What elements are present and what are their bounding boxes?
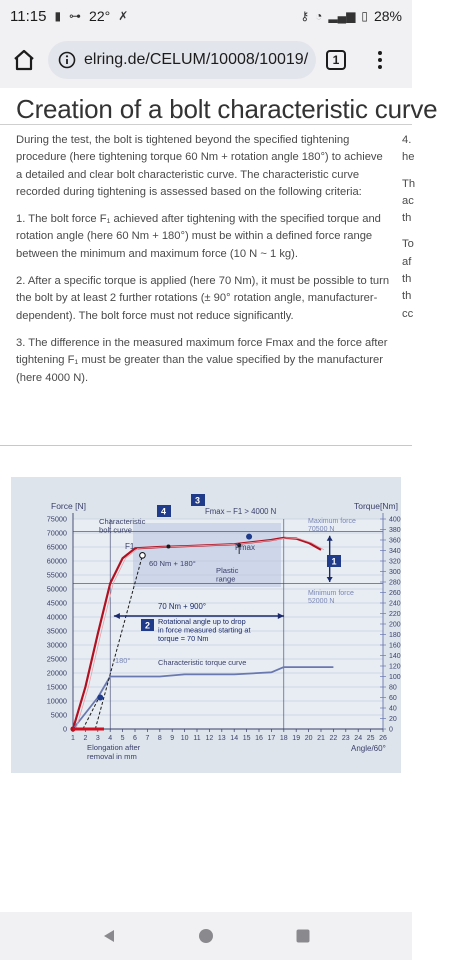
y-left-tick-label: 60000 <box>46 556 67 566</box>
side-line: th <box>402 212 412 225</box>
y-right-tick-label: 400 <box>389 516 401 524</box>
x-tick-label: 13 <box>217 735 226 742</box>
y-right-tick-label: 280 <box>389 579 401 587</box>
y-right-tick-label: 140 <box>389 653 401 660</box>
y-left-tick-label: 0 <box>62 724 67 734</box>
label-line: Maximum force <box>308 518 356 525</box>
criterion-2: 2. After a specific torque is applied (here 70 Nm), it must be possible to turn the bolt by at least 2 further rotations (± 90° rotation angle, manufacturer-dependent). The bolt force must not reduce significantly. <box>16 275 390 322</box>
y-right-tick-label: 100 <box>389 674 401 681</box>
side-line: To <box>402 238 414 251</box>
y-right-tick-label: 380 <box>389 527 401 534</box>
side-line: he <box>402 151 415 164</box>
plastic-range-box <box>133 523 281 587</box>
page-content <box>0 88 438 912</box>
x-tick-label: 19 <box>292 735 301 742</box>
label-line: removal in mm <box>87 752 137 761</box>
seventy-nm-label: 70 Nm + 900° <box>158 602 206 611</box>
criterion-1: 1. The bolt force F₁ achieved after tightening with the specified torque and rotation angle (here 60 Nm + 180°) must be within a defined force range between the minimum and maximum force (10 N ~ 1 kg). <box>16 213 381 260</box>
y-left-tick-label: 30000 <box>46 640 67 650</box>
y-left-tick-label: 35000 <box>46 626 67 636</box>
y-left-tick-label: 55000 <box>46 570 67 580</box>
y-left-tick-label: 5000 <box>50 710 67 720</box>
left-axis-label: Force [N] <box>51 501 86 511</box>
y-left-tick-label: 10000 <box>46 696 67 706</box>
x-tick-label: 6 <box>133 735 137 742</box>
x-tick-label: 24 <box>354 735 363 742</box>
y-right-tick-label: 200 <box>389 621 401 629</box>
home-nav-icon[interactable] <box>198 928 214 944</box>
side-line: Th <box>402 177 416 190</box>
x-axis-label: Angle/60° <box>351 744 386 753</box>
home-icon <box>12 48 36 72</box>
y-left-tick-label: 20000 <box>46 668 67 678</box>
point-60nm <box>166 544 170 548</box>
label-line: torque = 70 Nm <box>158 634 209 643</box>
x-tick-label: 5 <box>120 735 125 742</box>
x-tick-label: 25 <box>366 735 375 742</box>
x-tick-label: 23 <box>341 735 350 742</box>
label-line: Rotational angle up to drop <box>158 617 246 626</box>
browser-toolbar <box>0 32 412 88</box>
label-line: 52000 N <box>308 598 335 605</box>
label-line: bolt curve <box>99 525 132 535</box>
right-axis-label: Torque[Nm] <box>354 501 398 511</box>
y-right-tick-label: 260 <box>389 590 401 597</box>
x-tick-label: 14 <box>230 735 239 742</box>
intro-paragraph: During the test, the bolt is tightened beyond the specified tightening procedure (here tightening torque 60 Nm + rotation angle 180°) to achieve a detailed and clear bolt characteristic curve. The characteristic curve recorded during tightening is assessed based on the following criteria: <box>16 134 383 198</box>
back-icon[interactable] <box>101 928 117 944</box>
badge-4-text: 4 <box>161 506 167 517</box>
side-line: th <box>402 290 412 303</box>
y-left-tick-label: 75000 <box>46 514 67 524</box>
torque-curve-label: Characteristic torque curve <box>158 658 247 667</box>
address-bar[interactable] <box>48 41 316 79</box>
x-tick-label: 22 <box>329 735 338 742</box>
sixty-nm-label: 60 Nm + 180° <box>149 559 196 568</box>
side-line: th <box>402 273 412 286</box>
x-tick-label: 17 <box>267 735 276 742</box>
signal-icon: ▂▄▆ <box>328 9 356 23</box>
x-tick-label: 8 <box>157 735 162 742</box>
fmax-condition-label: Fmax – F1 > 4000 N <box>205 507 277 516</box>
f1-point <box>140 553 146 559</box>
x-tick-label: 11 <box>193 735 201 742</box>
x-tick-label: 3 <box>95 735 100 742</box>
y-right-tick-label: 300 <box>389 569 401 576</box>
fmax-label: Fmax <box>235 543 255 552</box>
y-right-tick-label: 60 <box>389 695 397 702</box>
badge-2-text: 2 <box>145 620 151 631</box>
x-tick-label: 18 <box>279 735 288 742</box>
y-right-tick-label: 40 <box>389 705 397 713</box>
title-rule <box>0 124 412 125</box>
side-line: af <box>402 255 412 268</box>
bolt-characteristic-figure <box>11 477 401 773</box>
y-right-tick-label: 160 <box>389 642 401 650</box>
status-temp: 22° <box>89 8 111 24</box>
label-line: Minimum force <box>308 590 354 597</box>
section-divider <box>0 445 412 446</box>
system-nav-bar <box>0 912 412 960</box>
tab-switcher-button[interactable]: 1 <box>326 50 346 70</box>
side-line: 4. <box>402 134 412 146</box>
vpn-key-icon: ⚷ <box>300 9 310 23</box>
article-body <box>16 132 392 397</box>
label-line: Plastic <box>216 566 239 575</box>
x-tick-label: 16 <box>255 735 263 742</box>
key-icon: ⊶ <box>69 9 82 23</box>
status-time: 11:15 <box>10 7 47 25</box>
y-right-tick-label: 320 <box>389 558 401 566</box>
y-left-tick-label: 40000 <box>46 612 67 622</box>
battery-percent: 28% <box>373 8 402 24</box>
y-right-tick-label: 360 <box>389 537 401 545</box>
x-tick-label: 10 <box>180 735 189 742</box>
page-title: Creation of a bolt characteristic curve <box>16 94 438 124</box>
y-right-tick-label: 180 <box>389 632 401 639</box>
wifi-icon: ◔ <box>315 9 323 23</box>
url-text: elring.de/CELUM/10008/10019/ <box>84 51 309 68</box>
y-left-tick-label: 25000 <box>46 654 67 664</box>
y-left-tick-label: 70000 <box>46 528 67 538</box>
label-line: in force measured starting at <box>158 625 251 635</box>
overflow-menu-button[interactable] <box>368 51 392 69</box>
status-bar <box>0 0 412 32</box>
y-right-tick-label: 340 <box>389 548 401 555</box>
x-tick-label: 4 <box>108 735 113 742</box>
y-right-tick-label: 240 <box>389 600 401 608</box>
y-left-tick-label: 15000 <box>46 682 67 692</box>
next-column-clipped <box>402 132 462 323</box>
tools-icon: ✗ <box>118 9 129 23</box>
x-tick-label: 7 <box>145 735 150 742</box>
label-line: 70500 N <box>308 526 335 533</box>
side-line: cc <box>402 307 414 320</box>
y-left-tick-label: 65000 <box>46 542 67 552</box>
y-right-tick-label: 80 <box>389 684 397 692</box>
x-tick-label: 20 <box>304 735 313 742</box>
peak-point <box>246 534 252 540</box>
side-line: ac <box>402 194 414 207</box>
x-tick-label: 12 <box>205 735 214 742</box>
elongation-label <box>87 743 142 761</box>
y-left-tick-label: 45000 <box>46 598 67 608</box>
battery-icon: ▯ <box>361 9 368 23</box>
x-tick-label: 2 <box>83 735 88 742</box>
y-right-tick-label: 220 <box>389 611 401 618</box>
y-right-tick-label: 0 <box>389 726 393 734</box>
recents-icon[interactable] <box>295 928 311 944</box>
y-left-tick-label: 50000 <box>46 584 67 594</box>
x-tick-label: 1 <box>71 735 75 742</box>
badge-1-text: 1 <box>331 556 337 567</box>
y-right-tick-label: 120 <box>389 663 401 671</box>
badge-3-text: 3 <box>195 495 201 506</box>
x-tick-label: 21 <box>317 735 325 742</box>
sim-icon: ▮ <box>54 9 62 23</box>
f1-label: F1 <box>125 542 135 551</box>
y-right-tick-label: 20 <box>389 716 397 723</box>
label-line: Elongation after <box>87 743 141 752</box>
torque-start-point <box>97 695 103 701</box>
one-eighty-label: 180° <box>115 656 131 665</box>
bolt-curve-chart <box>11 477 401 773</box>
x-tick-label: 26 <box>379 735 387 742</box>
x-tick-label: 9 <box>170 735 175 742</box>
label-line: Characteristic <box>99 517 146 526</box>
home-button[interactable] <box>0 32 48 88</box>
criterion-3: 3. The difference in the measured maximum force Fmax and the force after tightening F₁ must be greater than the value specified by the manufacturer (here 4000 N). <box>16 336 388 384</box>
site-info-icon[interactable] <box>58 51 76 69</box>
label-line: range <box>216 574 236 584</box>
x-tick-label: 15 <box>242 735 251 742</box>
